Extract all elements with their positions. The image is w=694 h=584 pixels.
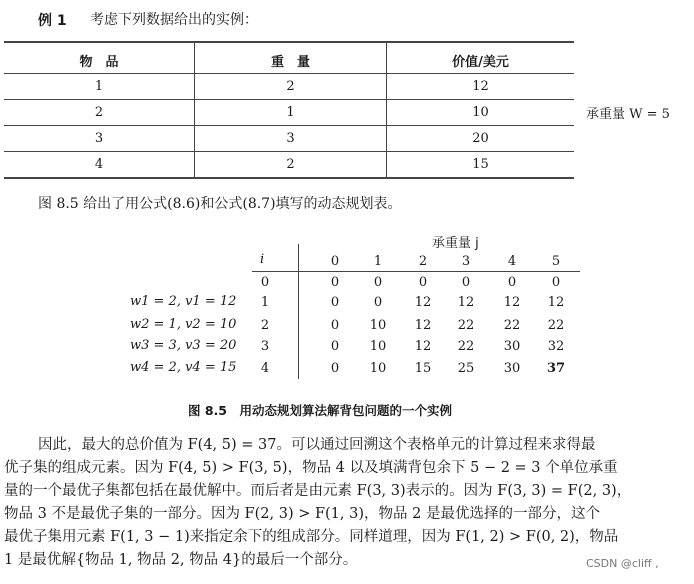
table-row-rule	[4, 99, 574, 100]
dp-cell: 12	[414, 295, 432, 310]
dp-row-index: 4	[260, 361, 270, 376]
dp-cell: 32	[547, 339, 565, 354]
dp-cell: 15	[414, 361, 432, 376]
dp-cell: 22	[457, 318, 475, 333]
paragraph-line: 优子集的组成元素。因为 F(4, 5) > F(3, 5)，物品 4 以及填满背包余下 5 − 2 = 3 个单位承重	[4, 460, 618, 476]
dp-cell: 12	[414, 318, 432, 333]
dp-cell: 25	[457, 361, 475, 376]
table-cell: 12	[472, 79, 489, 94]
capacity-note: 承重量 W = 5	[586, 107, 670, 122]
table-header-rule	[4, 73, 574, 74]
dp-i-label: i	[260, 252, 265, 267]
table-cell: 3	[94, 131, 104, 146]
dp-cell: 12	[457, 295, 475, 310]
dp-cell: 12	[547, 295, 565, 310]
dp-col-header: 3	[461, 254, 471, 269]
dp-cell: 10	[369, 361, 387, 376]
paragraph-line: 1 是最优解{物品 1, 物品 2, 物品 4}的最后一个部分。	[4, 552, 358, 568]
dp-cell: 30	[503, 361, 521, 376]
figure-caption: 图 8.5 用动态规划算法解背包问题的一个实例	[188, 403, 452, 418]
figure-intro: 图 8.5 给出了用公式(8.6)和公式(8.7)填写的动态规划表。	[38, 196, 402, 212]
example-label: 例 1	[38, 13, 67, 29]
dp-col-header: 2	[418, 254, 428, 269]
dp-cell: 0	[373, 295, 383, 310]
dp-cell: 22	[503, 318, 521, 333]
table-cell: 2	[94, 105, 104, 120]
table-bottom-rule	[4, 177, 574, 179]
dp-cell: 0	[418, 275, 428, 290]
dp-vertical-rule	[298, 244, 299, 379]
dp-cell: 10	[369, 318, 387, 333]
table-row-rule	[4, 125, 574, 126]
dp-row-label: w1 = 2, v1 = 12	[130, 294, 237, 309]
dp-cell: 22	[547, 318, 565, 333]
dp-col-header: 0	[330, 254, 340, 269]
dp-row-label: w3 = 3, v3 = 20	[130, 338, 237, 353]
dp-cell: 0	[330, 295, 340, 310]
dp-cell: 0	[507, 275, 517, 290]
dp-col-header: 1	[373, 254, 383, 269]
table-cell: 1	[286, 105, 295, 120]
paragraph-line: 最优子集用元素 F(1, 3 − 1)来指定余下的组成部分。同样道理，因为 F(1, 2) > F(0, 2)，物品	[4, 529, 619, 545]
table-row-rule	[4, 151, 574, 152]
table-cell: 3	[286, 131, 295, 146]
dp-cell: 0	[551, 275, 561, 290]
paragraph-line: 因此，最大的总价值为 F(4, 5) = 37。可以通过回溯这个表格单元的计算过程来求得最	[38, 437, 596, 453]
dp-row-label: w4 = 2, v4 = 15	[130, 360, 237, 375]
table-cell: 2	[286, 157, 295, 172]
dp-cell: 12	[414, 339, 432, 354]
dp-row-index: 3	[260, 339, 270, 354]
dp-row-index: 1	[260, 295, 270, 310]
example-intro: 考虑下列数据给出的实例：	[90, 12, 258, 28]
table-cell: 1	[94, 79, 104, 94]
dp-cell-answer: 37	[546, 361, 566, 376]
dp-cell: 12	[503, 295, 521, 310]
dp-row-index: 0	[260, 275, 270, 290]
dp-cell: 0	[461, 275, 471, 290]
paragraph-line: 量的一个最优子集都包括在最优解中。而后者是由元素 F(3, 3)表示的。因为 F(3, 3) = F(2, 3)，	[4, 483, 632, 499]
table-cell: 2	[286, 79, 295, 94]
dp-cell: 0	[330, 361, 340, 376]
dp-header-rule	[252, 271, 580, 272]
dp-capacity-label: 承重量 j	[432, 236, 479, 251]
table-header-weight: 重 量	[270, 55, 310, 70]
paragraph-line: 物品 3 不是最优子集的一部分。因为 F(2, 3) > F(1, 3)，物品 2 是最优选择的一部分，这个	[4, 506, 600, 522]
dp-cell: 10	[369, 339, 387, 354]
dp-cell: 0	[330, 339, 340, 354]
table-cell: 4	[94, 157, 104, 172]
dp-cell: 0	[330, 275, 340, 290]
dp-cell: 0	[330, 318, 340, 333]
dp-cell: 22	[457, 339, 475, 354]
table-top-rule	[4, 41, 574, 43]
dp-row-index: 2	[260, 318, 270, 333]
dp-col-header: 4	[507, 254, 517, 269]
table-cell: 20	[472, 131, 489, 146]
dp-col-header: 5	[551, 254, 561, 269]
table-header-value: 价值/美元	[452, 55, 509, 70]
watermark: CSDN @cliff ,	[586, 557, 659, 570]
dp-cell: 0	[373, 275, 383, 290]
dp-cell: 30	[503, 339, 521, 354]
table-cell: 10	[472, 105, 489, 120]
table-header-item: 物 品	[79, 55, 119, 70]
table-cell: 15	[472, 157, 489, 172]
dp-row-label: w2 = 1, v2 = 10	[130, 317, 237, 332]
